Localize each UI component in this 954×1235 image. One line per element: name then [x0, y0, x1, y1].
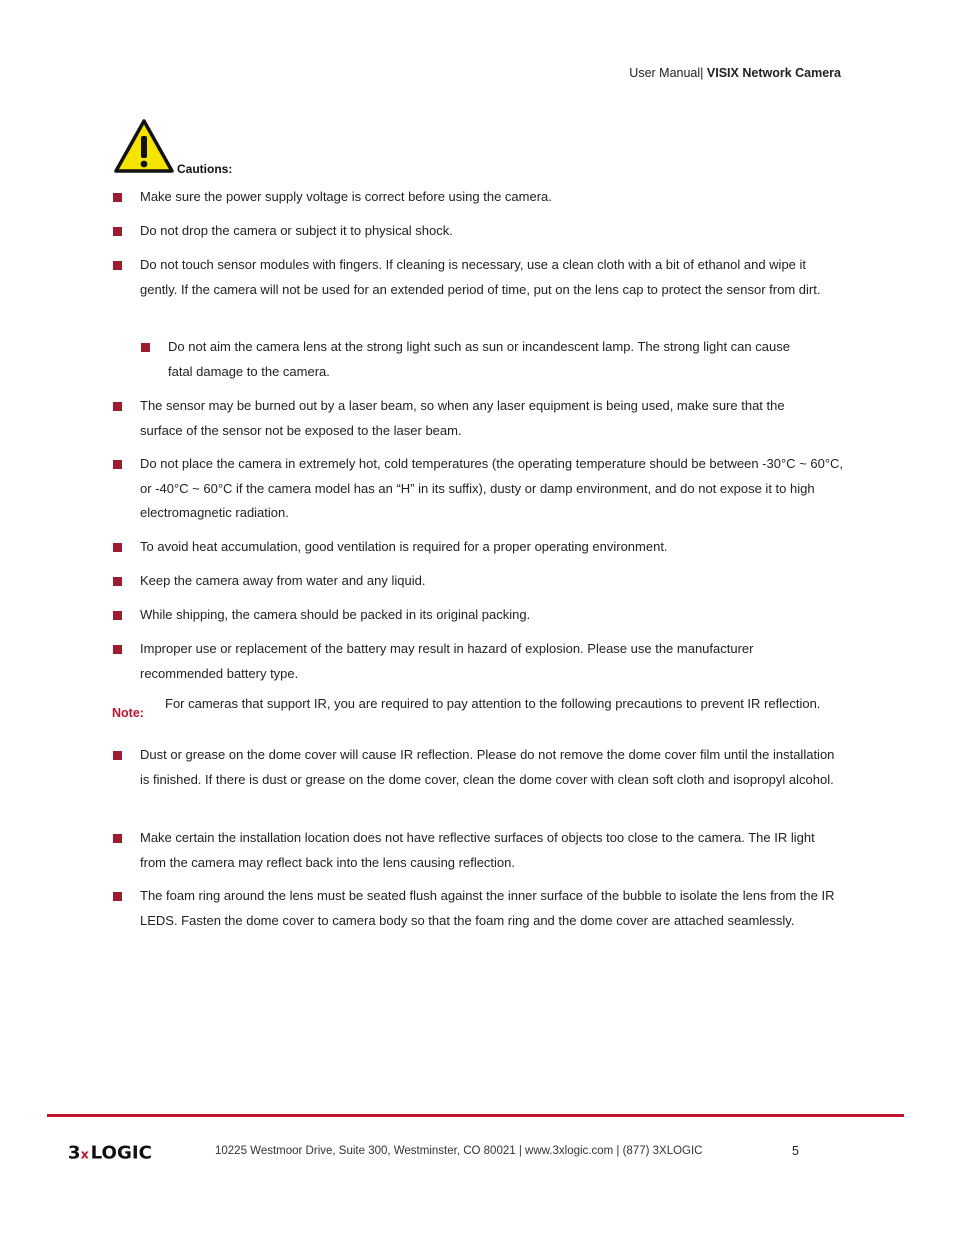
list-item: To avoid heat accumulation, good ventilation is required for a proper operating environment.: [140, 535, 845, 560]
svg-text:x: x: [80, 1146, 89, 1162]
bullet-icon: [113, 751, 122, 760]
list-item-nested: Do not aim the camera lens at the strong light such as sun or incandescent lamp. The strong light can cause fatal damage to the camera.: [168, 335, 818, 384]
company-logo: [62, 1142, 192, 1162]
footer-address: 10225 Westmoor Drive, Suite 300, Westminster, CO 80021 | www.3xlogic.com | (877) 3XLOGIC: [215, 1145, 703, 1157]
list-item: The foam ring around the lens must be seated flush against the inner surface of the bubble to isolate the lens from the IR LEDS. Fasten the dome cover to camera body so that the foam ring and the dome cover are attached seamlessly.: [140, 884, 840, 933]
bullet-icon: [113, 611, 122, 620]
warning-icon: [113, 118, 175, 174]
bullet-icon: [141, 343, 150, 352]
svg-text:3: 3: [67, 1142, 81, 1162]
footer-divider: [47, 1114, 904, 1117]
list-item: Dust or grease on the dome cover will cause IR reflection. Please do not remove the dome cover film until the installation is finished. If there is dust or grease on the dome cover, clean the dome cover with clean soft cloth and isopropyl alcohol.: [140, 743, 840, 792]
cautions-heading: [113, 118, 313, 178]
bullet-icon: [113, 892, 122, 901]
header-separator: |: [700, 66, 704, 80]
bullet-icon: [113, 460, 122, 469]
list-item: The sensor may be burned out by a laser beam, so when any laser equipment is being used, make sure that the surface of the sensor not be exposed to the laser beam.: [140, 394, 830, 443]
bullet-icon: [113, 193, 122, 202]
header-product: VISIX Network Camera: [706, 66, 841, 80]
note-label: Note:: [112, 706, 144, 720]
cautions-label: Cautions:: [177, 162, 233, 176]
bullet-icon: [113, 402, 122, 411]
bullet-icon: [113, 834, 122, 843]
bullet-icon: [113, 261, 122, 270]
bullet-icon: [113, 645, 122, 654]
header-manual: User Manual: [629, 66, 701, 80]
list-item: While shipping, the camera should be packed in its original packing.: [140, 603, 845, 628]
svg-text:LOGIC: LOGIC: [90, 1142, 153, 1162]
bullet-icon: [113, 577, 122, 586]
note-text: For cameras that support IR, you are required to pay attention to the following precautions to prevent IR reflection.: [165, 696, 821, 711]
list-item: Do not place the camera in extremely hot, cold temperatures (the operating temperature should be between -30°C ~ 60°C, or -40°C ~ 60°C if the camera model has an “H” in its suffix), dusty or damp environment, and do not expose it to high electromagnetic radiation.: [140, 452, 845, 526]
page-header: [629, 66, 841, 80]
list-item: Make certain the installation location does not have reflective surfaces of objects too close to the camera. The IR light from the camera may reflect back into the lens causing reflection.: [140, 826, 830, 875]
list-item: Improper use or replacement of the battery may result in hazard of explosion. Please use the manufacturer recommended battery type.: [140, 637, 830, 686]
list-item: Do not touch sensor modules with fingers. If cleaning is necessary, use a clean cloth with a bit of ethanol and wipe it gently. If the camera will not be used for an extended period of time, put on the lens cap to protect the sensor from dirt.: [140, 253, 845, 302]
list-item: Keep the camera away from water and any liquid.: [140, 569, 845, 594]
page-number: 5: [792, 1144, 799, 1158]
bullet-icon: [113, 227, 122, 236]
bullet-icon: [113, 543, 122, 552]
list-item: Make sure the power supply voltage is correct before using the camera.: [140, 185, 845, 210]
list-item: Do not drop the camera or subject it to physical shock.: [140, 219, 845, 244]
